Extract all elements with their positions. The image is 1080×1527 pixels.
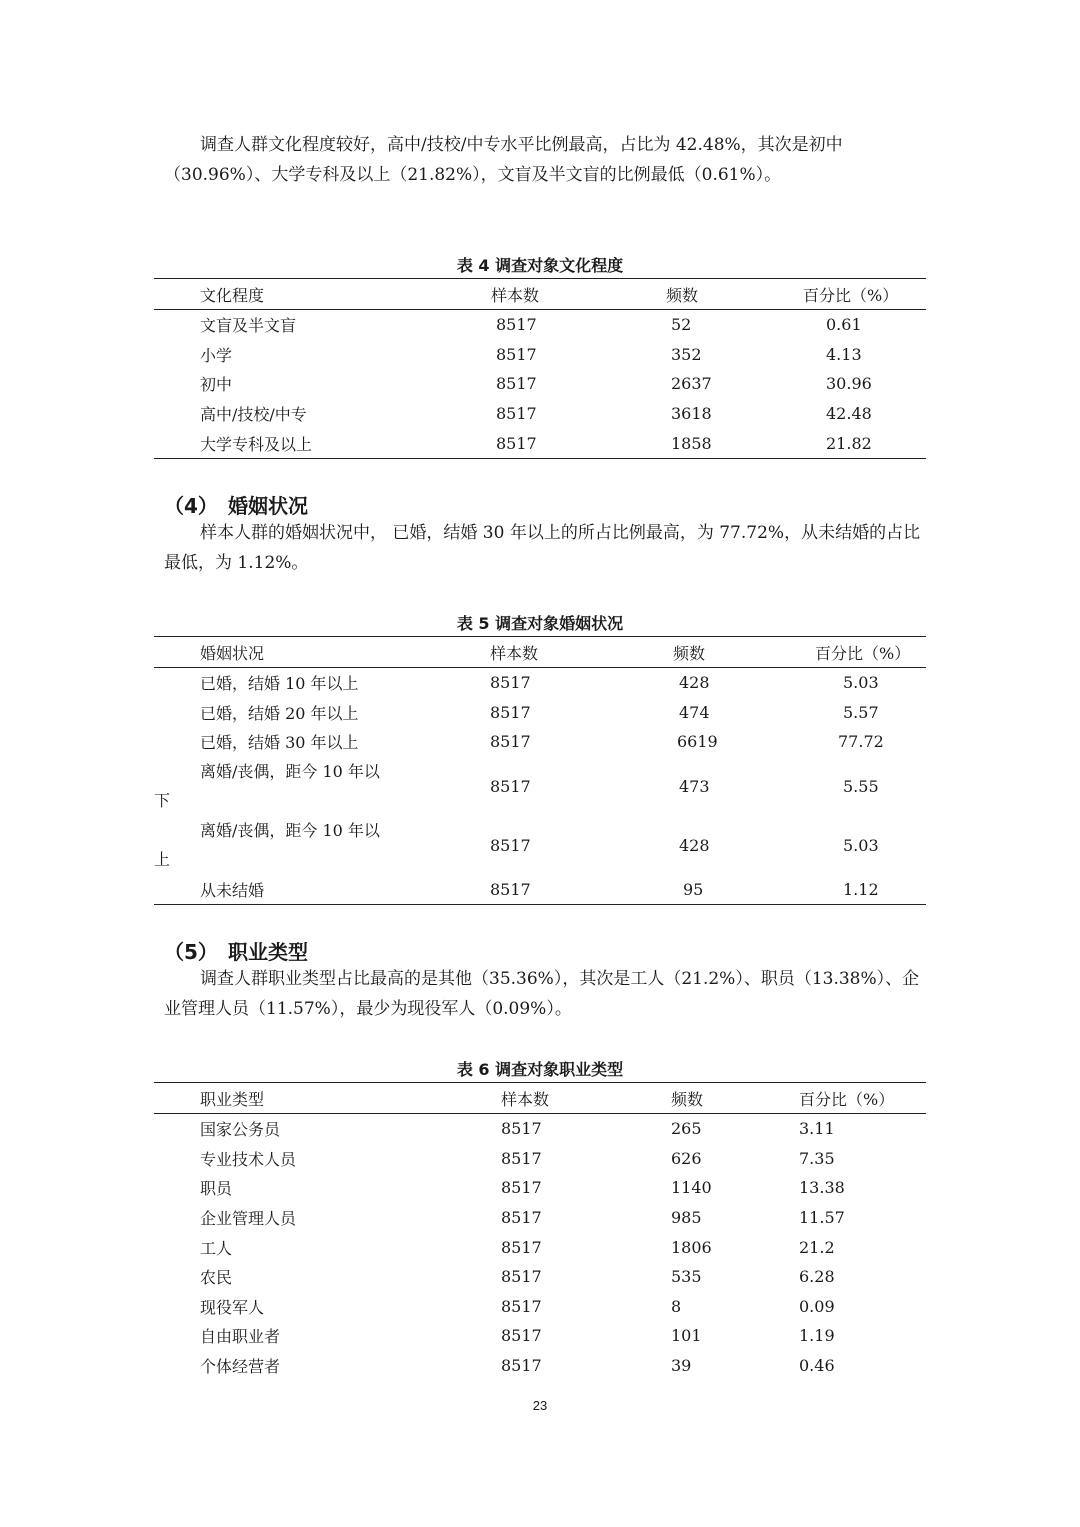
table4-caption: 表 4 调查对象文化程度 <box>456 256 624 275</box>
section-title: 婚姻状况 <box>228 494 308 518</box>
table-cell: 428 <box>679 673 710 693</box>
table-cell: 1.19 <box>799 1326 835 1346</box>
table-header-row <box>154 637 926 668</box>
table-cell: 5.55 <box>843 776 879 796</box>
table-cell: 21.82 <box>826 433 872 453</box>
table-cell: 企业管理人员 <box>200 1209 297 1229</box>
section-title: 职业类型 <box>228 940 308 964</box>
table-cell: 8517 <box>501 1356 542 1376</box>
table-cell: 8517 <box>490 776 531 796</box>
table4-education <box>154 278 926 459</box>
table-cell: 高中/技校/中专 <box>200 405 307 425</box>
table-cell: 国家公务员 <box>200 1120 281 1140</box>
table-cell: 小学 <box>200 345 233 365</box>
table5-caption: 表 5 调查对象婚姻状况 <box>456 614 624 633</box>
table-row <box>154 369 926 399</box>
table-cell: 8517 <box>496 374 537 394</box>
column-header: 百分比（%） <box>803 279 926 310</box>
table-cell: 352 <box>671 344 702 364</box>
table-cell: 8517 <box>501 1296 542 1316</box>
table-cell: 535 <box>671 1267 702 1287</box>
table-cell: 5.57 <box>843 702 879 722</box>
table-row <box>154 428 926 458</box>
table-cell: 8517 <box>496 433 537 453</box>
table-row <box>154 1321 926 1351</box>
column-header: 样本数 <box>491 279 666 310</box>
table-cell: 8 <box>671 1296 682 1316</box>
table-cell: 个体经营者 <box>200 1357 281 1377</box>
table-cell: 已婚，结婚 10 年以上 <box>200 674 359 694</box>
table-cell: 77.72 <box>838 732 884 752</box>
table-cell: 1.12 <box>843 880 879 900</box>
column-header: 婚姻状况 <box>154 637 490 668</box>
table-cell: 42.48 <box>826 404 872 424</box>
table-cell: 626 <box>671 1148 702 1168</box>
table-cell: 8517 <box>496 344 537 364</box>
table-cell: 3618 <box>671 404 712 424</box>
table-row <box>154 727 926 757</box>
table-cell: 6619 <box>677 732 718 752</box>
table-row <box>154 668 926 698</box>
table-cell: 8517 <box>490 702 531 722</box>
table-row <box>154 1262 926 1292</box>
table6-caption: 表 6 调查对象职业类型 <box>456 1060 624 1079</box>
table-cell: 474 <box>679 702 710 722</box>
section4-heading <box>164 490 308 519</box>
table-cell: 初中 <box>200 375 233 395</box>
table-cell: 985 <box>671 1208 702 1228</box>
table-cell: 428 <box>679 835 710 855</box>
table-cell: 8517 <box>490 880 531 900</box>
table-row <box>154 399 926 429</box>
table-row <box>154 1232 926 1262</box>
column-header: 频数 <box>671 1083 799 1114</box>
section4-paragraph: 样本人群的婚姻状况中， 已婚，结婚 30 年以上的所占比例最高，为 77.72%，从未结婚的占比最低，为 1.12%。 <box>164 523 921 573</box>
column-header: 频数 <box>666 279 803 310</box>
table-header-row <box>154 279 926 310</box>
section5-heading <box>164 936 308 965</box>
table-cell: 离婚/丧偶，距今 10 年以 下 <box>154 762 380 811</box>
table-cell: 39 <box>671 1356 692 1376</box>
table-cell: 52 <box>671 315 692 335</box>
column-header: 样本数 <box>501 1083 671 1114</box>
table-cell: 6.28 <box>799 1267 835 1287</box>
table-cell: 8517 <box>501 1208 542 1228</box>
table-cell: 8517 <box>496 404 537 424</box>
table-cell: 11.57 <box>799 1208 845 1228</box>
column-header: 百分比（%） <box>799 1083 926 1114</box>
table-cell: 8517 <box>490 673 531 693</box>
table-cell: 离婚/丧偶，距今 10 年以 上 <box>154 821 380 870</box>
table6-occupation <box>154 1082 926 1380</box>
table-cell: 8517 <box>501 1326 542 1346</box>
table-row <box>154 1292 926 1322</box>
table-cell: 大学专科及以上 <box>200 434 313 454</box>
table-cell: 专业技术人员 <box>200 1149 297 1169</box>
table-cell: 8517 <box>501 1119 542 1139</box>
table-row <box>154 698 926 728</box>
table-row <box>154 1144 926 1174</box>
column-header: 职业类型 <box>154 1083 501 1114</box>
table-cell: 0.46 <box>799 1356 835 1376</box>
table-row <box>154 816 926 875</box>
table-cell: 0.61 <box>826 315 862 335</box>
table-cell: 4.13 <box>826 344 862 364</box>
table-cell: 13.38 <box>799 1178 845 1198</box>
table-cell: 1858 <box>671 433 712 453</box>
table-cell: 文盲及半文盲 <box>200 316 297 336</box>
table-cell: 265 <box>671 1119 702 1139</box>
table-cell: 1806 <box>671 1237 712 1257</box>
table-cell: 8517 <box>490 835 531 855</box>
column-header: 百分比（%） <box>815 637 926 668</box>
table-cell: 自由职业者 <box>200 1327 281 1347</box>
table-cell: 5.03 <box>843 673 879 693</box>
table-cell: 101 <box>671 1326 702 1346</box>
table-cell: 8517 <box>490 732 531 752</box>
table-cell: 已婚，结婚 30 年以上 <box>200 733 359 753</box>
column-header: 文化程度 <box>154 279 491 310</box>
column-header: 样本数 <box>490 637 673 668</box>
table-cell: 3.11 <box>799 1119 835 1139</box>
page-number: 23 <box>532 1398 548 1413</box>
table-cell: 2637 <box>671 374 712 394</box>
table-cell: 8517 <box>501 1178 542 1198</box>
section-number: （4） <box>164 494 218 518</box>
table-header-row <box>154 1083 926 1114</box>
table-cell: 8517 <box>501 1267 542 1287</box>
table-cell: 工人 <box>200 1238 233 1258</box>
table-cell: 1140 <box>671 1178 712 1198</box>
section-number: （5） <box>164 940 218 964</box>
table-cell: 5.03 <box>843 835 879 855</box>
table-cell: 8517 <box>496 315 537 335</box>
table-cell: 8517 <box>501 1148 542 1168</box>
table-row <box>154 1173 926 1203</box>
table-cell: 95 <box>683 880 704 900</box>
table-row <box>154 340 926 370</box>
table-cell: 0.09 <box>799 1296 835 1316</box>
table-cell: 从未结婚 <box>200 881 265 901</box>
section5-paragraph: 调查人群职业类型占比最高的是其他（35.36%），其次是工人（21.2%）、职员（13.38%）、企业管理人员（11.57%），最少为现役军人（0.09%）。 <box>164 969 920 1019</box>
table-cell: 21.2 <box>799 1237 835 1257</box>
table-row <box>154 1203 926 1233</box>
table-row <box>154 757 926 816</box>
table-row <box>154 310 926 340</box>
table-cell: 已婚，结婚 20 年以上 <box>200 703 359 723</box>
table-row <box>154 875 926 905</box>
table-cell: 8517 <box>501 1237 542 1257</box>
table-cell: 7.35 <box>799 1148 835 1168</box>
table-cell: 农民 <box>200 1268 233 1288</box>
table-row <box>154 1114 926 1144</box>
table-row <box>154 1351 926 1381</box>
table-cell: 473 <box>679 776 710 796</box>
table-cell: 职员 <box>200 1179 233 1199</box>
table-cell: 30.96 <box>826 374 872 394</box>
intro-paragraph: 调查人群文化程度较好，高中/技校/中专水平比例最高，占比为 42.48%，其次是初中（30.96%）、大学专科及以上（21.82%），文盲及半文盲的比例最低（0.61%）。 <box>164 135 843 185</box>
column-header: 频数 <box>673 637 815 668</box>
table-cell: 现役军人 <box>200 1297 265 1317</box>
table5-marital <box>154 636 926 905</box>
